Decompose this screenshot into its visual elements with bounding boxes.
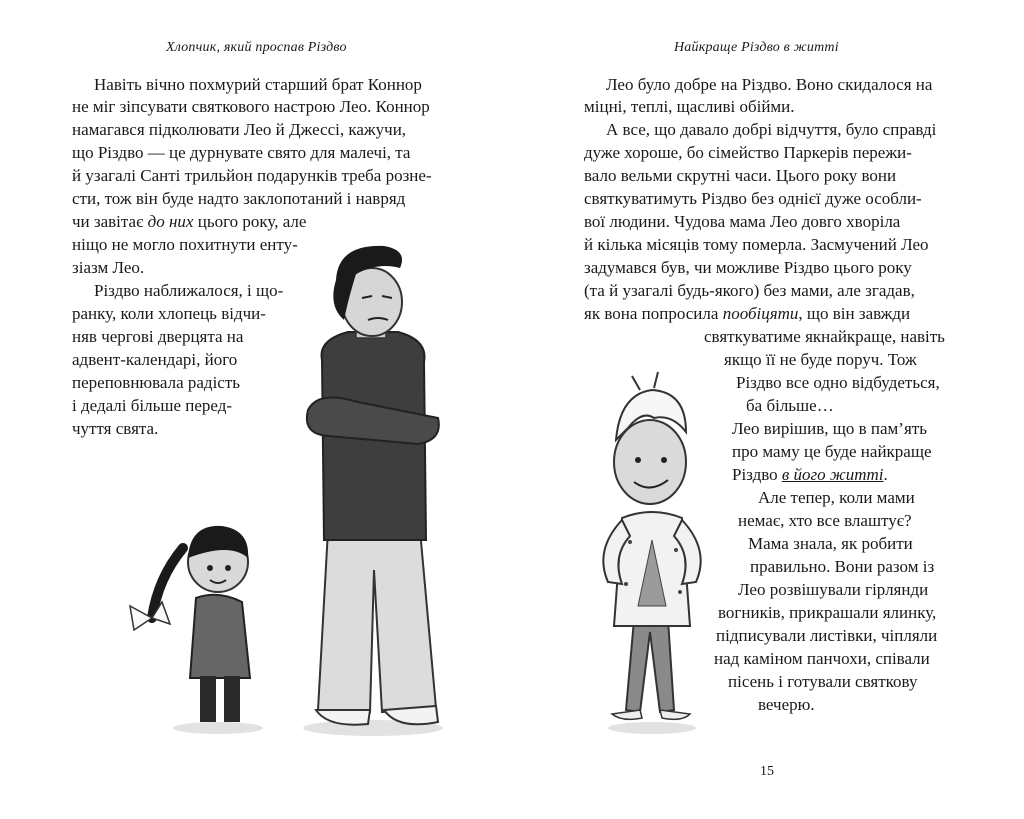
text-line: Але тепер, коли мами [758,488,915,507]
text-line: сти, тож він буде надто заклопотаний і навряд [72,189,406,208]
text-line: чуття свята. [72,419,159,438]
text-line: святкуватиме якнайкраще, навіть [704,327,945,346]
text-line: адвент-календарі, його [72,350,238,369]
text-line: Різдво в його житті. [732,465,888,484]
emphasis: пообіцяти [722,304,799,323]
text-line: не міг зіпсувати святкового настрою Лео. Коннор [72,97,430,116]
text-line: ранку, коли хлопець відчи- [72,304,266,323]
text-line: зіазм Лео. [72,258,145,277]
text-line: вогників, прикрашали ялинку, [718,603,937,622]
text-line: ніщо не могло похитнути енту- [72,235,298,254]
page-number: 15 [760,764,774,779]
text-line: Лео вирішив, що в пам’ять [732,419,927,438]
text-line: переповнювала радість [72,373,241,392]
text-line: що Різдво — це дурнувате свято для малечі, та [72,143,411,162]
text-line: вечерю. [758,695,815,714]
text-line: немає, хто все влаштує? [738,511,912,530]
emphasis: до них [147,212,194,231]
text-line: А все, що давало добрі відчуття, було справді [606,120,937,139]
text-line: й узагалі Санті трильйон подарунків треба розне- [72,166,432,185]
text-line: дуже хороше, бо сімейство Паркерів пережи- [584,143,912,162]
text-line: правильно. Вони разом із [750,557,935,576]
text-line: про маму це буде найкраще [732,442,932,461]
text-line: вої людини. Чудова мама Лео довго хворіла [584,212,901,231]
text-line: Мама знала, як робити [748,534,913,553]
text-line: намагався підколювати Лео й Джессі, кажучи, [72,120,407,139]
text-line: ба більше… [746,396,834,415]
text-line: міцні, теплі, щасливі обійми. [584,97,795,116]
text-line: і дедалі більше перед- [72,396,233,415]
text-line: як вона попросила пообіцяти, що він завжди [584,304,911,323]
connor-illustration [288,240,458,740]
text-line: якщо її не буде поруч. Тож [724,350,917,369]
text-line: підписували листівки, чіпляли [716,626,938,645]
text-line: Лео було добре на Різдво. Воно скидалося на [606,75,933,94]
right-page [512,0,1024,819]
text-line: над каміном панчохи, співали [714,649,930,668]
text-line: й кілька місяців тому померла. Засмучений Лео [584,235,929,254]
text-line: чи завітає до них цього року, але [72,212,307,231]
text-line: Різдво все одно відбудеться, [736,373,940,392]
text-line: святкуватимуть Різдво без однієї дуже особли- [584,189,922,208]
running-head-right: Найкраще Різдво в житті [674,40,839,55]
text-line: вало вельми скрутні часи. Цього року вони [584,166,897,185]
running-head-left: Хлопчик, який проспав Різдво [166,40,347,55]
text-line: (та й узагалі будь-якого) без мами, але згадав, [584,281,915,300]
jessie-illustration [118,498,298,738]
text-line: Різдво наближалося, і що- [94,281,284,300]
leo-illustration [582,370,722,740]
text-line: Навіть вічно похмурий старший брат Коннор [94,75,422,94]
text-line: задумався був, чи можливе Різдво цього року [584,258,912,277]
text-line: няв чергові дверцята на [72,327,244,346]
text-line: Лео розвішували гірлянди [738,580,929,599]
text-line: пісень і готували святкову [728,672,918,691]
emphasis-underlined: в його житті [781,465,884,484]
